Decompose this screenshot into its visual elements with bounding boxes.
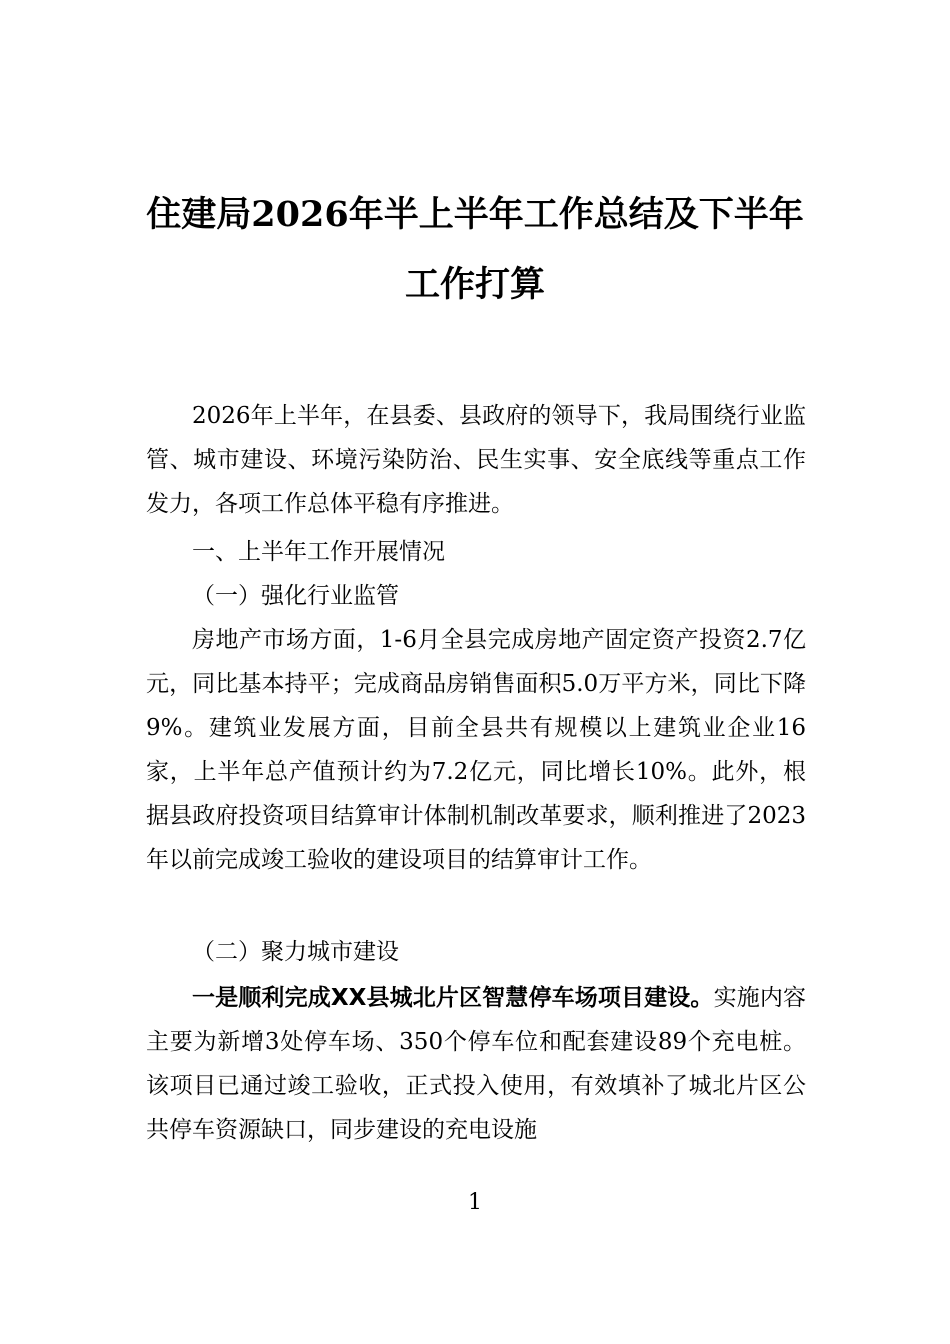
document-title-line-2: 工作打算 [404,264,545,305]
item-1-lead: 一是顺利完成XX县城北片区智慧停车场项目建设。 [192,985,714,1011]
subsection-heading-1: （一）强化行业监管 [192,583,399,609]
section-heading-1: 一、上半年工作开展情况 [192,539,445,565]
document-title-line-1: 住建局2026年半上半年工作总结及下半年 [146,194,804,235]
item-1-paragraph [146,976,806,1152]
subsection-heading-2: （二）聚力城市建设 [192,939,399,965]
item-1-body: 实施内容主要为新增3处停车场、350个停车位和配套建设89个充电桩。该项目已通过竣工验收，正式投入使用，有效填补了城北片区公共停车资源缺口，同步建设的充电设施 [146,985,807,1143]
subsection-1-paragraph: 房地产市场方面，1-6月全县完成房地产固定资产投资2.7亿元，同比基本持平；完成商品房销售面积5.0万平方米，同比下降9%。建筑业发展方面，目前全县共有规模以上建筑业企业16家，上半年总产值预计约为7.2亿元，同比增长10%。此外，根据县政府投资项目结算审计体制机制改革要求，顺利推进了2023年以前完成竣工验收的建设项目的结算审计工作。 [146,627,806,873]
page-number: 1 [468,1190,482,1215]
intro-paragraph: 2026年上半年，在县委、县政府的领导下，我局围绕行业监管、城市建设、环境污染防治、民生实事、安全底线等重点工作发力，各项工作总体平稳有序推进。 [146,403,806,517]
